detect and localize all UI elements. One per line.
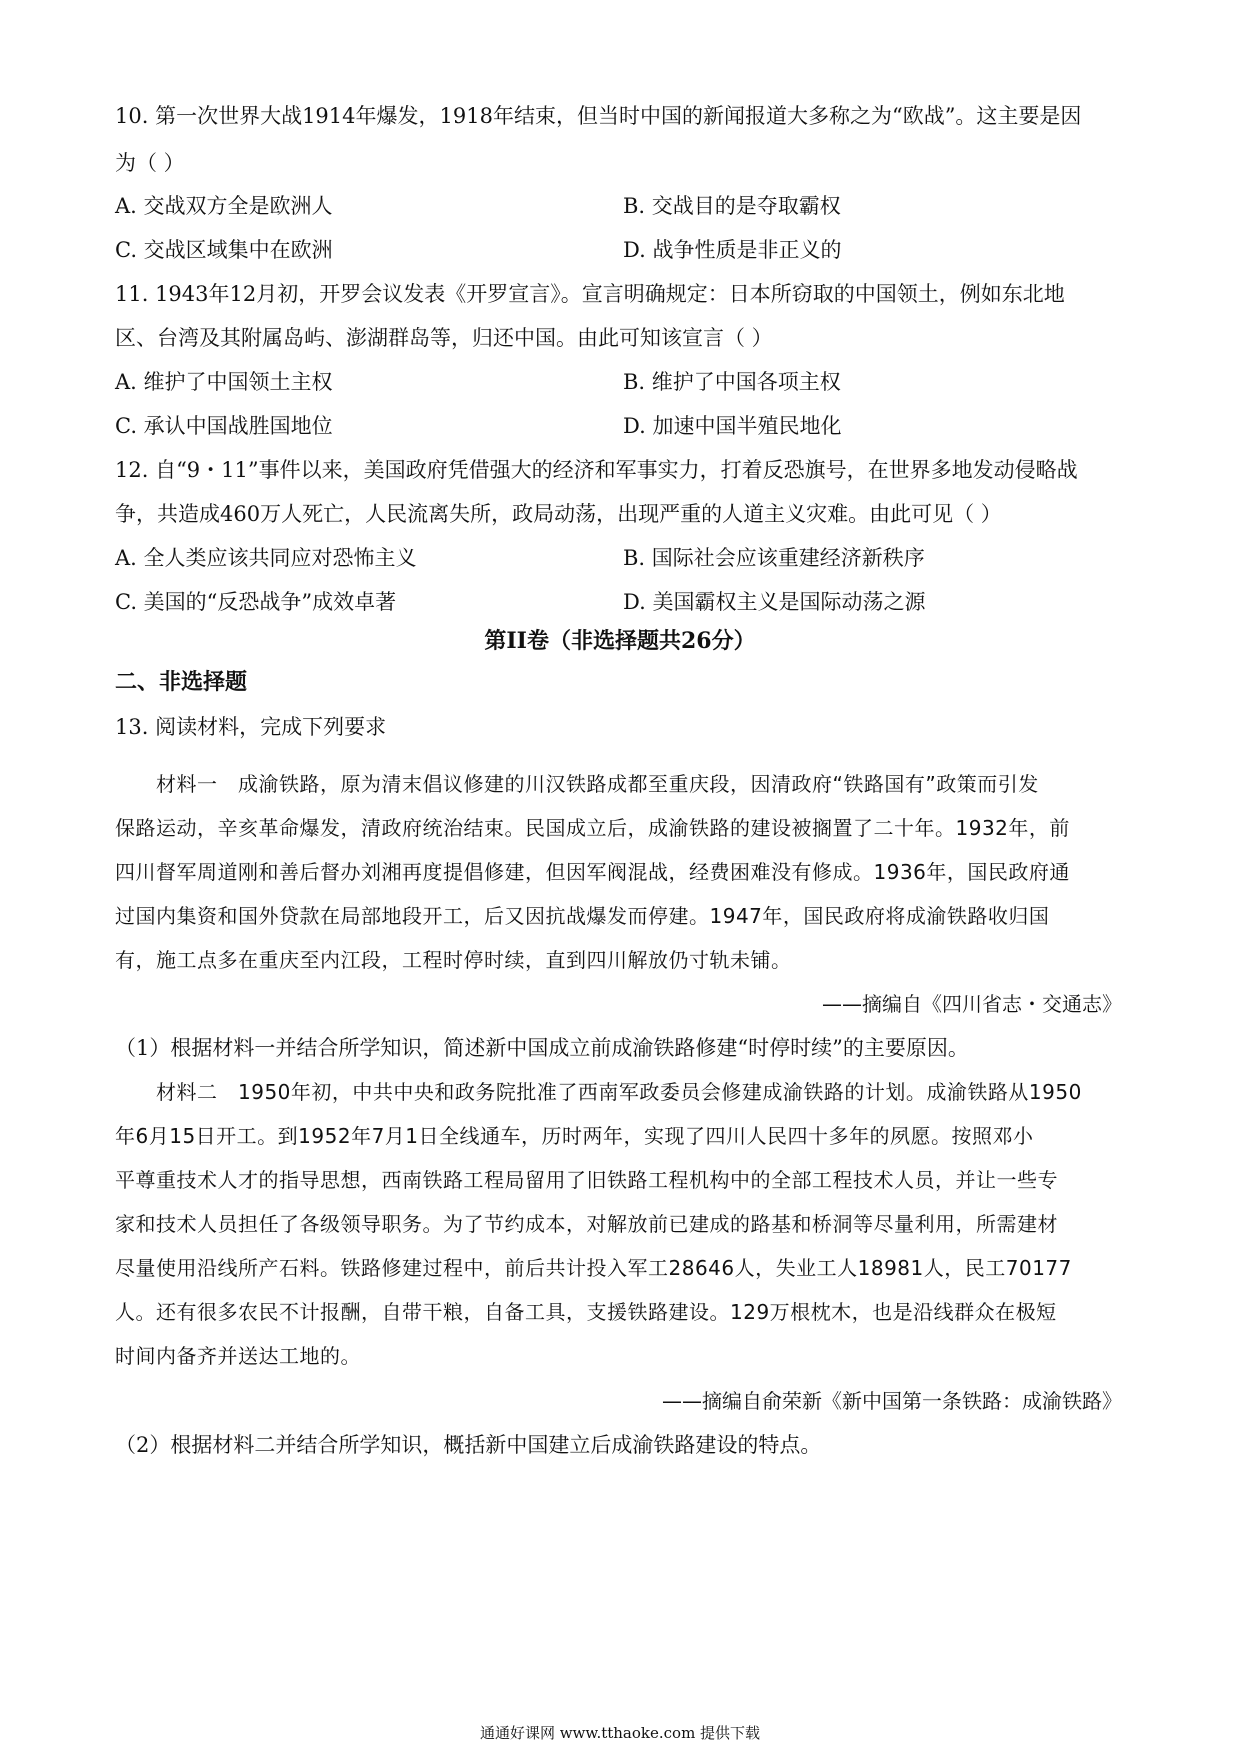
material1-line: 过国内集资和国外贷款在局部地段开工，后又因抗战爆发而停建。1947年，国民政府将成渝铁路收归国 (115, 904, 1050, 928)
q10-stem-line1: 10. 第一次世界大战1914年爆发，1918年结束，但当时中国的新闻报道大多称之为“欧战”。这主要是因 (115, 104, 1082, 128)
q13-stem: 13. 阅读材料，完成下列要求 (115, 715, 387, 739)
section-title: 第II卷（非选择题共26分） (484, 628, 756, 654)
q11-option-c: C. 承认中国战胜国地位 (115, 414, 333, 438)
q13-subquestion-2: （2）根据材料二并结合所学知识，概括新中国建立后成渝铁路建设的特点。 (115, 1433, 822, 1457)
q13-subquestion-1: （1）根据材料一并结合所学知识，简述新中国成立前成渝铁路修建“时停时续”的主要原因。 (115, 1036, 969, 1060)
q10-option-a: A. 交战双方全是欧洲人 (115, 194, 333, 218)
material2-line: 人。还有很多农民不计报酬，自带干粮，自备工具，支援铁路建设。129万根枕木，也是沿线群众在极短 (115, 1300, 1057, 1324)
q10-option-c: C. 交战区域集中在欧洲 (115, 238, 333, 262)
material1-line: 有，施工点多在重庆至内江段，工程时停时续，直到四川解放仍寸轨未铺。 (115, 948, 792, 972)
material2-line: 平尊重技术人才的指导思想，西南铁路工程局留用了旧铁路工程机构中的全部工程技术人员，并让一些专 (115, 1168, 1058, 1192)
page-footer: 通通好课网 www.tthaoke.com 提供下载 (479, 1724, 761, 1742)
q12-option-d: D. 美国霸权主义是国际动荡之源 (623, 590, 926, 614)
q11-stem-line2: 区、台湾及其附属岛屿、澎湖群岛等，归还中国。由此可知该宣言（ ） (115, 326, 773, 350)
material2-line: 时间内备齐并送达工地的。 (115, 1344, 361, 1368)
q12-stem-line1: 12. 自“9・11”事件以来，美国政府凭借强大的经济和军事实力，打着反恐旗号，在世界多地发动侵略战 (115, 458, 1078, 482)
material1-line: 材料一 成渝铁路，原为清末倡议修建的川汉铁路成都至重庆段，因清政府“铁路国有”政策而引发 (115, 772, 1039, 796)
material1-line: 保路运动，辛亥革命爆发，清政府统治结束。民国成立后，成渝铁路的建设被搁置了二十年。1932年，前 (115, 816, 1070, 840)
q12-option-a: A. 全人类应该共同应对恐怖主义 (115, 546, 417, 570)
q12-option-b: B. 国际社会应该重建经济新秩序 (623, 546, 925, 570)
q10-option-d: D. 战争性质是非正义的 (623, 238, 842, 262)
material2-line: 家和技术人员担任了各级领导职务。为了节约成本，对解放前已建成的路基和桥洞等尽量利用，所需建材 (115, 1212, 1058, 1236)
q10-option-b: B. 交战目的是夺取霸权 (623, 194, 841, 218)
material2-line: 材料二 1950年初，中共中央和政务院批准了西南军政委员会修建成渝铁路的计划。成渝铁路从1950 (115, 1080, 1082, 1104)
q10-stem-line2: 为（ ） (115, 151, 185, 175)
q11-option-a: A. 维护了中国领土主权 (115, 370, 333, 394)
q12-option-c: C. 美国的“反恐战争”成效卓著 (115, 590, 397, 614)
material1-line: 四川督军周道刚和善后督办刘湘再度提倡修建，但因军阀混战，经费困难没有修成。1936年，国民政府通 (115, 860, 1070, 884)
q11-stem-line1: 11. 1943年12月初，开罗会议发表《开罗宣言》。宣言明确规定：日本所窃取的中国领土，例如东北地 (115, 282, 1065, 306)
material2-line: 年6月15日开工。到1952年7月1日全线通车，历时两年，实现了四川人民四十多年的夙愿。按照邓小 (115, 1124, 1034, 1148)
q12-stem-line2: 争，共造成460万人死亡，人民流离失所，政局动荡，出现严重的人道主义灾难。由此可见（ ） (115, 502, 1002, 526)
q11-option-b: B. 维护了中国各项主权 (623, 370, 841, 394)
section-heading: 二、非选择题 (115, 669, 248, 695)
material2-source: ——摘编自俞荣新《新中国第一条铁路：成渝铁路》 (662, 1389, 1122, 1413)
material2-line: 尽量使用沿线所产石料。铁路修建过程中，前后共计投入军工28646人，失业工人18981人，民工70177 (115, 1256, 1072, 1280)
material1-source: ——摘编自《四川省志・交通志》 (822, 992, 1122, 1016)
q11-option-d: D. 加速中国半殖民地化 (623, 414, 842, 438)
